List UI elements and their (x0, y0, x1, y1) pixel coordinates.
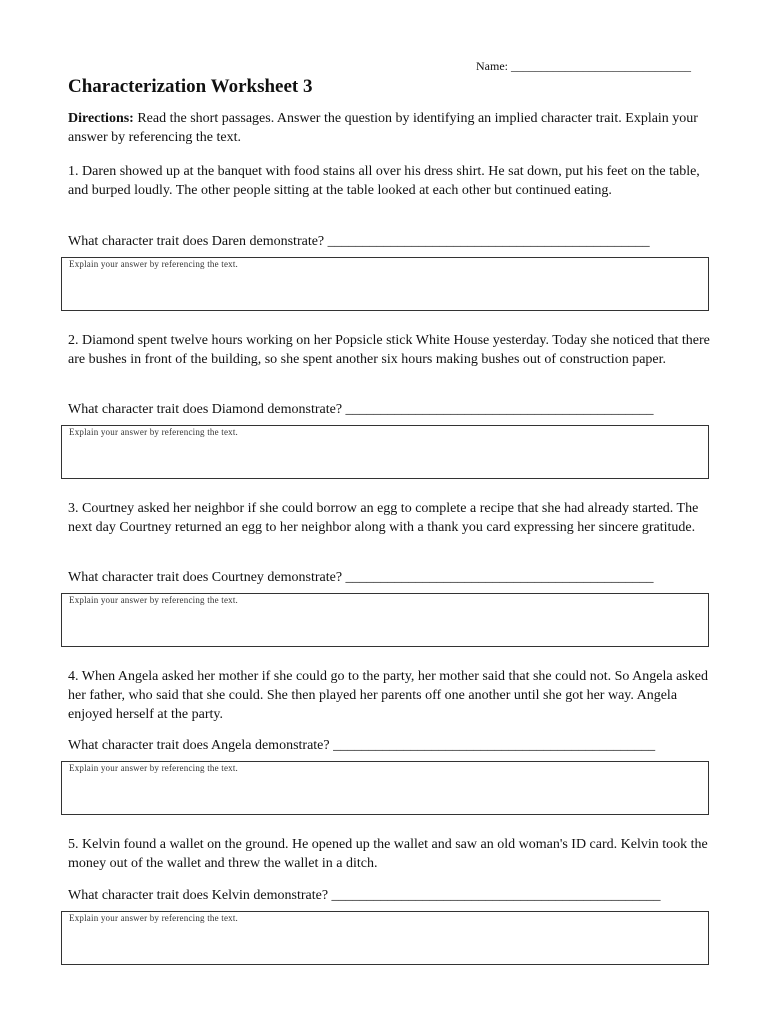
question-4-answer-box[interactable] (61, 761, 709, 815)
directions-label: Directions: (68, 111, 134, 126)
question-2 (68, 331, 718, 437)
question-3-passage: 3. Courtney asked her neighbor if she could borrow an egg to complete a recipe that she had already started. The next day Courtney returned an egg to her neighbor along with a thank you card expressing her sincere gratitude. (68, 501, 699, 535)
question-4 (68, 667, 718, 773)
question-2-prompt[interactable]: What character trait does Diamond demonstrate? ____________________________________________ (68, 402, 654, 417)
question-4-prompt[interactable]: What character trait does Angela demonstrate? ______________________________________________ (68, 738, 656, 753)
question-3 (68, 499, 718, 605)
question-5-answer-input[interactable] (62, 926, 708, 964)
question-4-passage: 4. When Angela asked her mother if she could go to the party, her mother said that she could not. So Angela asked her father, who said that she could. She then played her parents off one another until she got her way. Angela enjoyed herself at the party. (68, 669, 708, 722)
name-field[interactable]: Name: ______________________________ (476, 59, 691, 73)
question-2-answer-box[interactable] (61, 425, 709, 479)
question-1-answer-box[interactable] (61, 257, 709, 311)
question-5 (68, 835, 718, 923)
question-1-prompt[interactable]: What character trait does Daren demonstrate? ______________________________________________ (68, 234, 650, 249)
question-2-passage: 2. Diamond spent twelve hours working on her Popsicle stick White House yesterday. Today she noticed that there are bushes in front of the building, so she spent another six hours making bushes out of construction paper. (68, 333, 710, 367)
question-2-answer-input[interactable] (62, 440, 708, 478)
question-3-answer-hint: Explain your answer by referencing the text. (69, 595, 238, 605)
page-title: Characterization Worksheet 3 (68, 76, 313, 97)
question-1 (68, 162, 718, 269)
question-1-passage: 1. Daren showed up at the banquet with food stains all over his dress shirt. He sat down, put his feet on the table, and burped loudly. The other people sitting at the table looked at each other but continued eating. (68, 164, 700, 198)
question-2-answer-hint: Explain your answer by referencing the text. (69, 427, 238, 437)
question-5-passage: 5. Kelvin found a wallet on the ground. He opened up the wallet and saw an old woman's ID card. Kelvin took the money out of the wallet and threw the wallet in a ditch. (68, 837, 708, 871)
question-5-answer-hint: Explain your answer by referencing the text. (69, 913, 238, 923)
question-4-answer-input[interactable] (62, 776, 708, 814)
question-1-answer-input[interactable] (62, 272, 708, 310)
question-5-answer-box[interactable] (61, 911, 709, 965)
question-3-answer-box[interactable] (61, 593, 709, 647)
directions-text: Read the short passages. Answer the question by identifying an implied character trait. Explain your answer by referencing the text. (68, 111, 698, 145)
question-5-prompt[interactable]: What character trait does Kelvin demonstrate? _______________________________________________ (68, 888, 661, 903)
directions (68, 109, 708, 147)
question-1-answer-hint: Explain your answer by referencing the text. (69, 259, 238, 269)
question-3-prompt[interactable]: What character trait does Courtney demonstrate? ____________________________________________ (68, 570, 654, 585)
question-3-answer-input[interactable] (62, 608, 708, 646)
question-4-answer-hint: Explain your answer by referencing the text. (69, 763, 238, 773)
